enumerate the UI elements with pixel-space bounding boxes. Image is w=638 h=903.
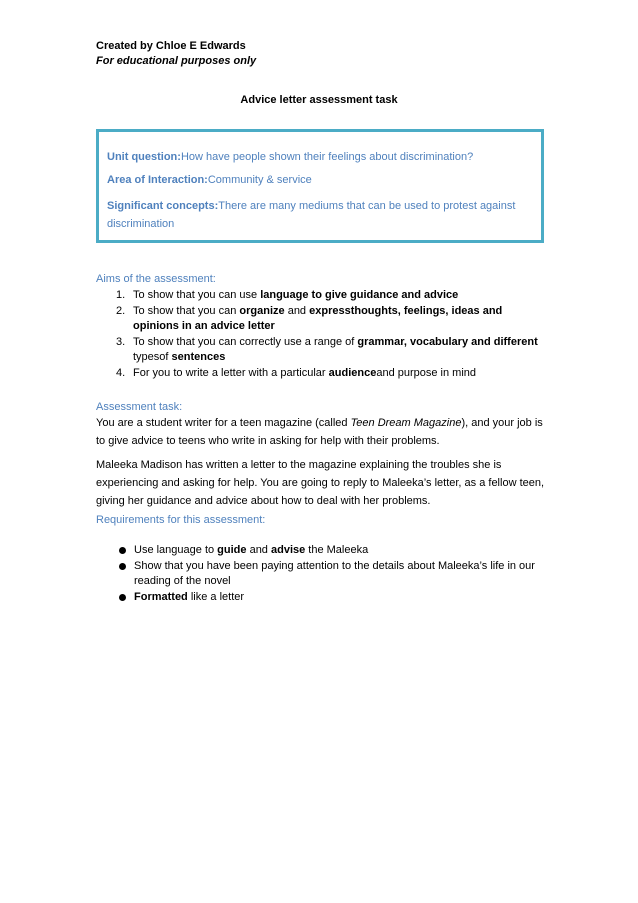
concepts-label: Significant concepts: <box>107 200 219 212</box>
aim-item: 2. To show that you can organize and expressthoughts, feelings, ideas and opinions in an advice letter <box>116 304 503 332</box>
concepts-text-2: discrimination <box>107 218 175 230</box>
requirement-item: Use language to guide and advise the Maleeka <box>96 543 548 558</box>
aims-list <box>96 288 548 381</box>
page-title: Advice letter assessment task <box>240 94 398 106</box>
task-paragraph-1: You are a student writer for a teen magazine (called Teen Dream Magazine), and your job is to give advice to teens who write in asking for help with their problems. <box>96 417 543 447</box>
area-label: Area of Interaction: <box>107 174 208 186</box>
unit-question-text: How have people shown their feelings about discrimination? <box>180 151 474 163</box>
requirement-item: Formatted like a letter <box>96 590 548 605</box>
bullet-icon <box>120 595 125 600</box>
bullet-icon <box>120 564 125 569</box>
bullet-icon <box>120 548 125 553</box>
task-heading: Assessment task: <box>96 401 183 413</box>
unit-info-box <box>96 129 544 243</box>
area-of-interaction <box>107 173 527 187</box>
unit-question-label: Unit question: <box>107 151 181 163</box>
requirement-item: Show that you have been paying attention to the details about Maleeka’s life in our reading of the novel <box>96 559 548 589</box>
author-line: Created by Chloe E Edwards <box>96 40 246 52</box>
aim-item: 3. To show that you can correctly use a range of grammar, vocabulary and different typesof sentences <box>116 335 538 363</box>
area-text: Community & service <box>207 174 312 186</box>
aim-item: 1. To show that you can use language to give guidance and advice <box>116 289 459 301</box>
unit-question <box>107 150 527 164</box>
task-paragraph-2: Maleeka Madison has written a letter to the magazine explaining the troubles she is experiencing and asking for help. You are going to reply to Maleeka’s letter, as a fellow teen, giving her guidance and advice about how to deal with her problems. <box>96 459 545 507</box>
aims-heading: Aims of the assessment: <box>96 273 216 285</box>
concepts-text-1: There are many mediums that can be used to protest against <box>218 200 516 212</box>
requirements-list <box>96 543 548 606</box>
significant-concepts-cont <box>107 217 527 231</box>
significant-concepts <box>107 199 527 213</box>
aim-item: 4. For you to write a letter with a particular audienceand purpose in mind <box>116 366 477 379</box>
purpose-line: For educational purposes only <box>96 55 257 67</box>
requirements-heading: Requirements for this assessment: <box>96 514 266 526</box>
